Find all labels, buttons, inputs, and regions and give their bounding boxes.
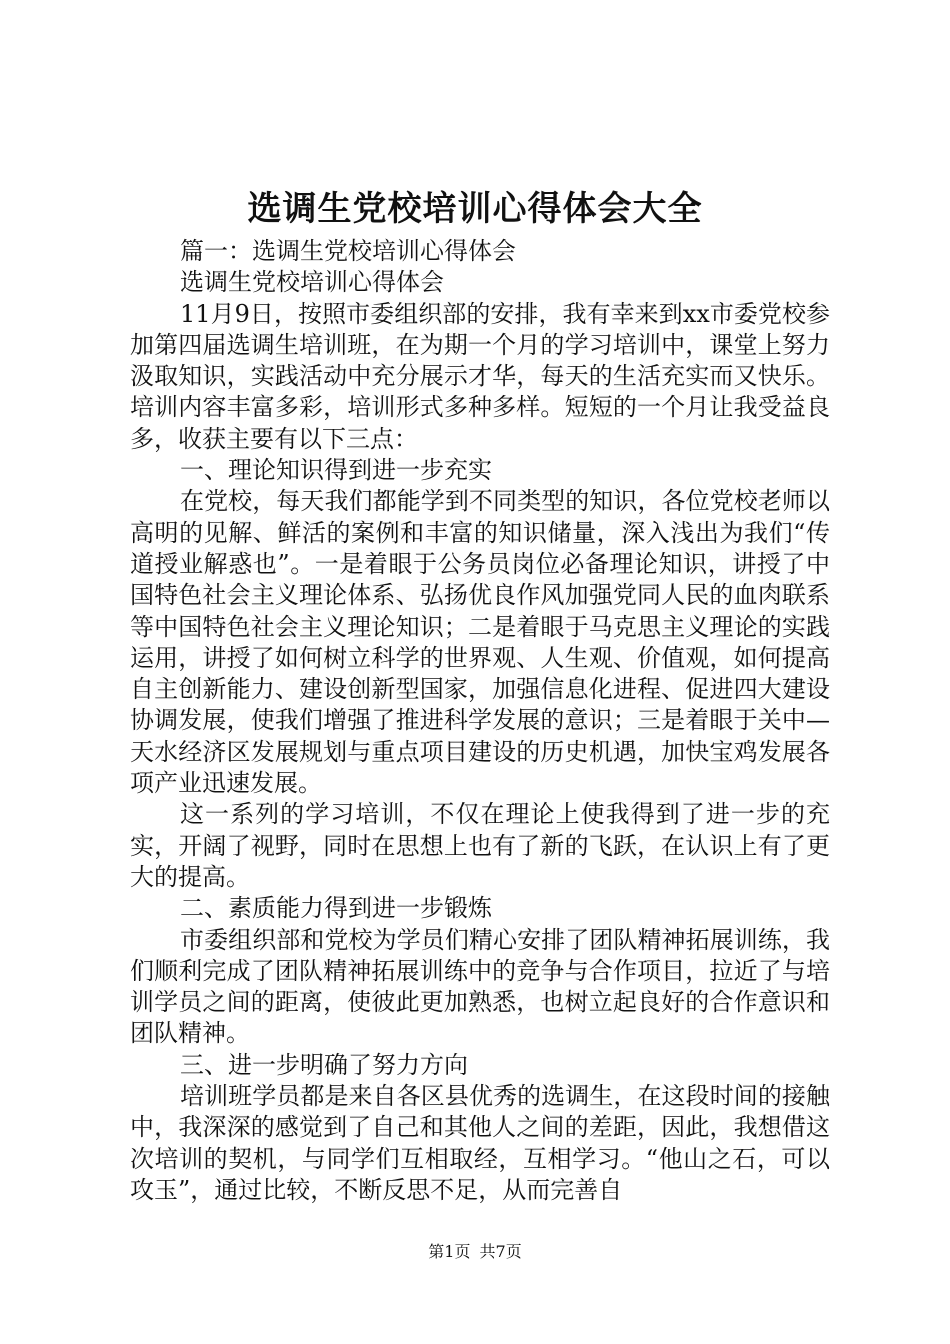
paragraph: 市委组织部和党校为学员们精心安排了团队精神拓展训练，我们顺利完成了团队精神拓展训练中的竞争与合作项目，拉近了与培训学员之间的距离，使彼此更加熟悉，也树立起良好的合作意识和团队精神。 [130, 925, 830, 1048]
section-heading: 二、素质能力得到进一步锻炼 [180, 894, 492, 923]
page-total: 共7页 [479, 1242, 522, 1261]
section-heading: 篇一：选调生党校培训心得体会 [180, 237, 516, 265]
page-number: 第1页 [428, 1242, 471, 1261]
document-body [130, 236, 830, 1206]
section-heading: 一、理论知识得到进一步充实 [180, 456, 492, 485]
page-footer [0, 1240, 950, 1264]
paragraph: 培训班学员都是来自各区县优秀的选调生，在这段时间的接触中，我深深的感觉到了自己和其他人之间的差距，因此，我想借这次培训的契机，与同学们互相取经，互相学习。“他山之石，可以攻玉”，通过比较，不断反思不足，从而完善自 [130, 1082, 830, 1204]
paragraph: 在党校，每天我们都能学到不同类型的知识，各位党校老师以高明的见解、鲜活的案例和丰富的知识储量，深入浅出为我们“传道授业解惑也”。一是着眼于公务员岗位必备理论知识，讲授了中国特色社会主义理论体系、弘扬优良作风加强党同人民的血肉联系等中国特色社会主义理论知识；二是着眼于马克思主义理论的实践运用，讲授了如何树立科学的世界观、人生观、价值观，如何提高自主创新能力、建设创新型国家，加强信息化进程、促进四大建设协调发展，使我们增强了推进科学发展的意识；三是着眼于关中—天水经济区发展规划与重点项目建设的历史机遇，加快宝鸡发展各项产业迅速发展。 [130, 487, 830, 798]
paragraph: 11月9日，按照市委组织部的安排，我有幸来到xx市委党校参加第四届选调生培训班，在为期一个月的学习培训中，课堂上努力汲取知识，实践活动中充分展示才华，每天的生活充实而又快乐。培训内容丰富多彩，培训形式多种多样。短短的一个月让我受益良多，收获主要有以下三点： [130, 299, 830, 453]
document-title: 选调生党校培训心得体会大全 [247, 189, 703, 229]
subtitle: 选调生党校培训心得体会 [180, 268, 444, 297]
section-heading: 三、进一步明确了努力方向 [180, 1050, 468, 1079]
paragraph: 这一系列的学习培训，不仅在理论上使我得到了进一步的充实，开阔了视野，同时在思想上也有了新的飞跃，在认识上有了更大的提高。 [130, 800, 830, 891]
